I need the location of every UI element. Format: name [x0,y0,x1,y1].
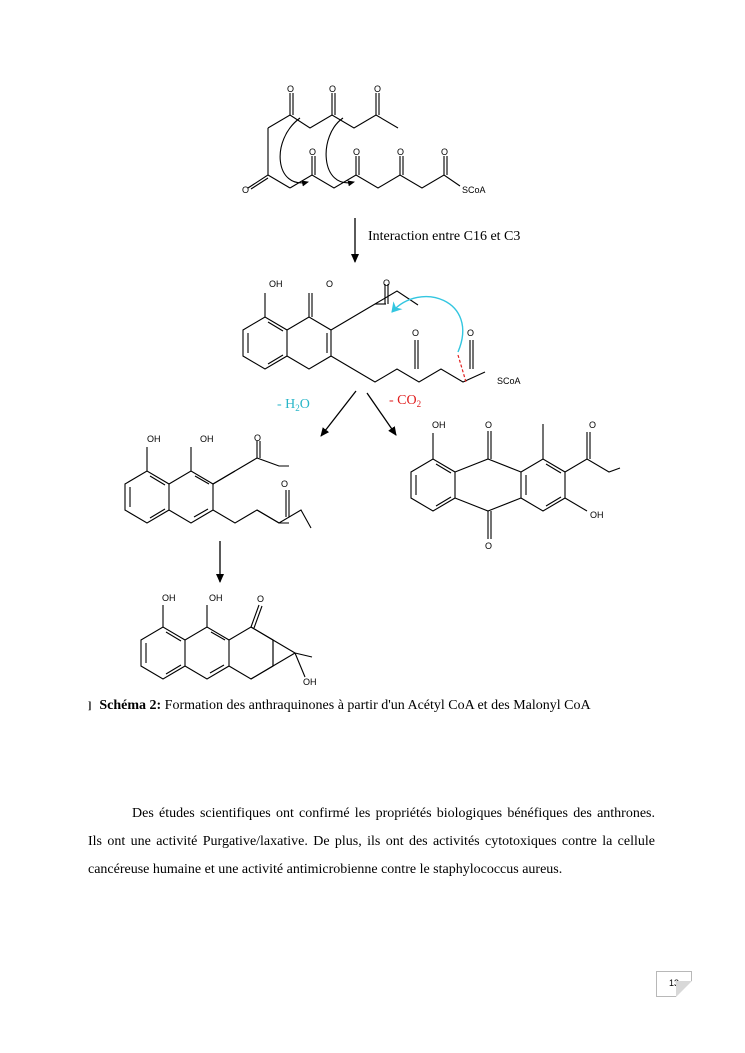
page-number-text: 13 [668,978,679,988]
atom-label: O [374,84,382,94]
atom-label: O [287,84,295,94]
scheme-caption [88,697,688,716]
page-curl-icon [676,981,692,997]
ring-closure-curved-arrow [392,297,463,352]
anthraquinone-product [411,424,620,539]
polyketide-chain [248,93,460,189]
decarboxylation-label: - $CO_2$ [389,393,422,409]
atom-label: O [412,328,420,338]
atom-label: O [441,147,449,157]
page-number [656,971,692,997]
atom-label: OH [162,593,176,603]
bicyclic-intermediate [243,284,485,382]
atom-label: SCoA [462,185,486,195]
atom-label: O [485,541,493,551]
atom-label: O [589,420,597,430]
atom-label: OH [432,420,446,430]
atom-label: OH [269,279,283,289]
dehydration-arrow [321,391,356,436]
dehydration-label: - $H_2O$ [277,397,310,413]
atom-label: O [257,594,265,604]
atom-label: O [242,185,250,195]
atom-label: OH [209,593,223,603]
caption-marker: ] [88,701,92,712]
atom-label: O [383,278,391,288]
atom-label: O [397,147,405,157]
atom-label: O [353,147,361,157]
body-paragraph: Des études scientifiques ont confirmé les propriétés biologiques bénéfiques des anthrones. Ils ont une activité Purgative/laxative. De plus, ils ont des activités cytotoxiques contre la cellule cancéreuse humaine et une activité antimicrobienne contre le staphylococcus aureus. [88,806,655,877]
anthraquinone-atom-labels [432,420,604,551]
atom-label: O [467,328,475,338]
atom-label: OH [303,677,317,687]
anthrone-product [141,605,312,679]
atom-label: OH [200,434,214,444]
caption-label: Schéma 2: [99,698,162,713]
atom-label: O [254,433,262,443]
atom-label: O [485,420,493,430]
atom-label: O [326,279,334,289]
atom-label: O [281,479,289,489]
atom-label: O [329,84,337,94]
atom-label: OH [590,510,604,520]
atom-label: OH [147,434,161,444]
atom-label: O [309,147,317,157]
caption-text: Formation des anthraquinones à partir d'un Acétyl CoA et des Malonyl CoA [161,698,591,713]
cleavage-mark [458,355,466,382]
atom-label: SCoA [497,376,521,386]
step1-label: Interaction entre C16 et C3 [368,229,521,244]
naphthalene-atom-labels [147,433,288,489]
